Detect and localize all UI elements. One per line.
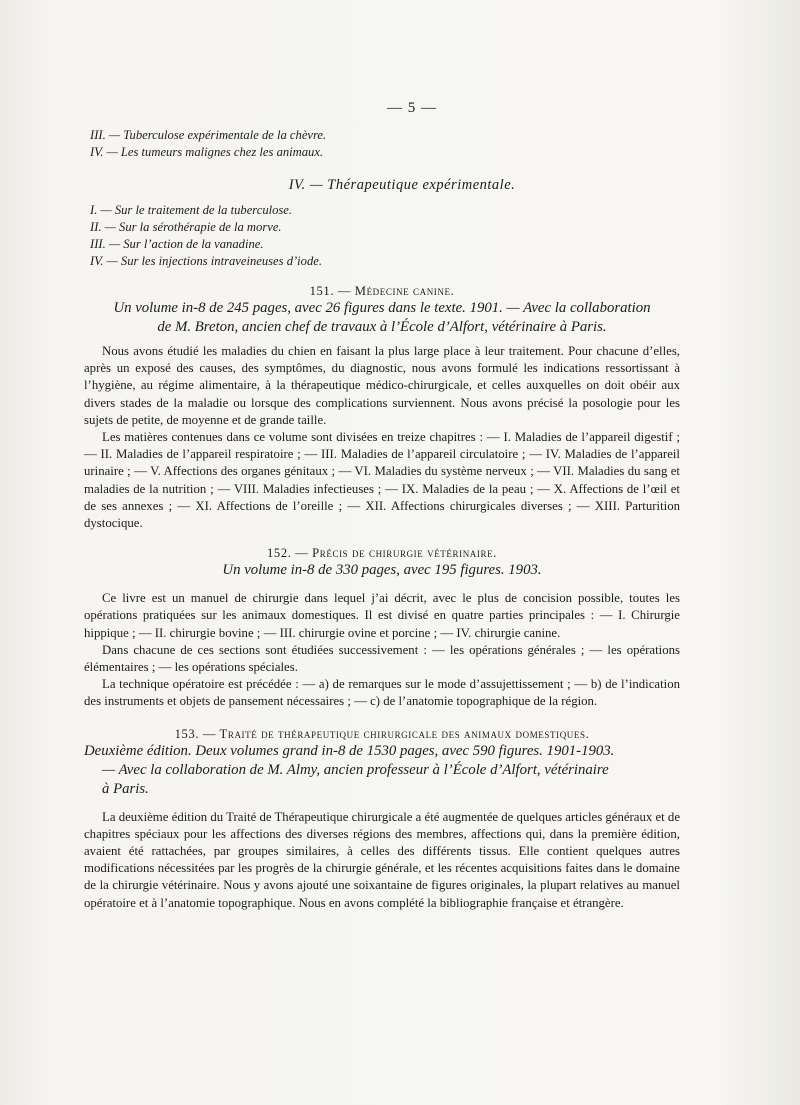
entry-153-details-line3: à Paris. [102,780,149,797]
entry-152-paragraph: Ce livre est un manuel de chirurgie dans lequel j’ai décrit, avec le plus de concision possible, toutes les opérations pratiquées sur les animaux domestiques. Il est divisé en quatre parties principales : — I. Chirurgie hippique ; — II. chirurgie bovine ; — III. chirurgie ovine et porcine ; — IV. chirurgie canine. [84,591,680,640]
entry-151-details-line2: de M. Breton, ancien chef de travaux à l’École d’Alfort, vétérinaire à Paris. [157,319,607,335]
list-item: IV. — Les tumeurs malignes chez les animaux. [90,145,324,159]
entry-152-sections: Dans chacune de ces sections sont étudiées successivement : — les opérations générales ; — les opérations élémentaires ; — les opérations spéciales. [84,642,680,675]
entry-151-details-line1: Un volume in-8 de 245 pages, avec 26 figures dans le texte. 1901. — Avec la collaboration [113,300,651,316]
entry-152-heading: 152. — Précis de chirurgie vétérinaire. [267,546,497,561]
entry-151-chapters: Les matières contenues dans ce volume sont divisées en treize chapitres : — I. Maladies de l’appareil digestif ; — II. Maladies de l’appareil respiratoire ; — III. Maladies de l’appareil circulatoire ; — IV. Maladies de l’appareil urinaire ; — V. Affections des organes génitaux ; — VI. Maladies du système nerveux ; — VII. Maladies du sang et maladies de la nutrition ; — VIII. Maladies infectieuses ; — IX. Maladies de la peau ; — X. Affections de l’œil et de ses annexes ; — XI. Affections de l’oreille ; — XII. Affections chirurgicales diverses ; — XIII. Parturition dystocique. [84,430,680,531]
list-item: IV. — Sur les injections intraveineuses d’iode. [90,254,323,268]
entry-153-details-line2: — Avec la collaboration de M. Almy, ancien professeur à l’École d’Alfort, vétérinaire [102,761,609,778]
entry-153-paragraph: La deuxième édition du Traité de Thérapeutique chirurgicale a été augmentée de quelques articles généraux et de chapitres spéciaux pour les affections des diverses régions des membres, affections qui, dans la première édition, avaient été rattachées, par groupes similaires, à celles des différents tissus. Elle contient quelques autres modifications nécessitées par les progrès de la chirurgie générale, et les récentes acquisitions faites dans le domaine de la chirurgie vétérinaire. Nous y avons ajouté une soixantaine de figures originales, la plupart relatives au manuel opératoire et à l’anatomie topographique. Nous en avons complété la bibliographie française et étrangère. [84,809,680,910]
page-content [84,100,680,912]
entry-153-heading: 153. — Traité de thérapeutique chirurgicale des animaux domestiques. [174,726,590,741]
page-number: — 5 — [387,100,437,116]
entry-152-details: Un volume in-8 de 330 pages, avec 195 figures. 1903. [222,562,542,579]
entry-151-paragraph: Nous avons étudié les maladies du chien en faisant la plus large place à leur traitement. Pour chacune d’elles, après un exposé des causes, des symptômes, du diagnostic, nous avons formulé les indications ressortissant à l’hygiène, au régime alimentaire, à la thérapeutique médico-chirurgicale, et celles auxquelles on doit obéir aux divers stades de la maladie ou lorsque des complications surviennent. Nous avons précisé la posologie pour les sujets de petite, de moyenne et de grande taille. [84,344,680,427]
list-therapeutique [90,202,680,270]
list-item: III. — Tuberculose expérimentale de la chèvre. [90,128,327,142]
list-item: II. — Sur la sérothérapie de la morve. [90,220,282,234]
entry-151-heading: 151. — Médecine canine. [309,284,455,298]
section-title: IV. — Thérapeutique expérimentale. [288,177,516,193]
entry-153-details-line1: Deuxième édition. Deux volumes grand in-8 de 1530 pages, avec 590 figures. 1901-1903. [84,742,615,759]
list-tuberculose [90,127,680,161]
list-item: III. — Sur l’action de la vanadine. [90,237,264,251]
entry-152-technique: La technique opératoire est précédée : — a) de remarques sur le mode d’assujettissement ; — b) de l’indication des instruments et objets de pansement nécessaires ; — c) de l’anatomie topographique de la région. [84,677,680,709]
list-item: I. — Sur le traitement de la tuberculose. [90,203,293,217]
